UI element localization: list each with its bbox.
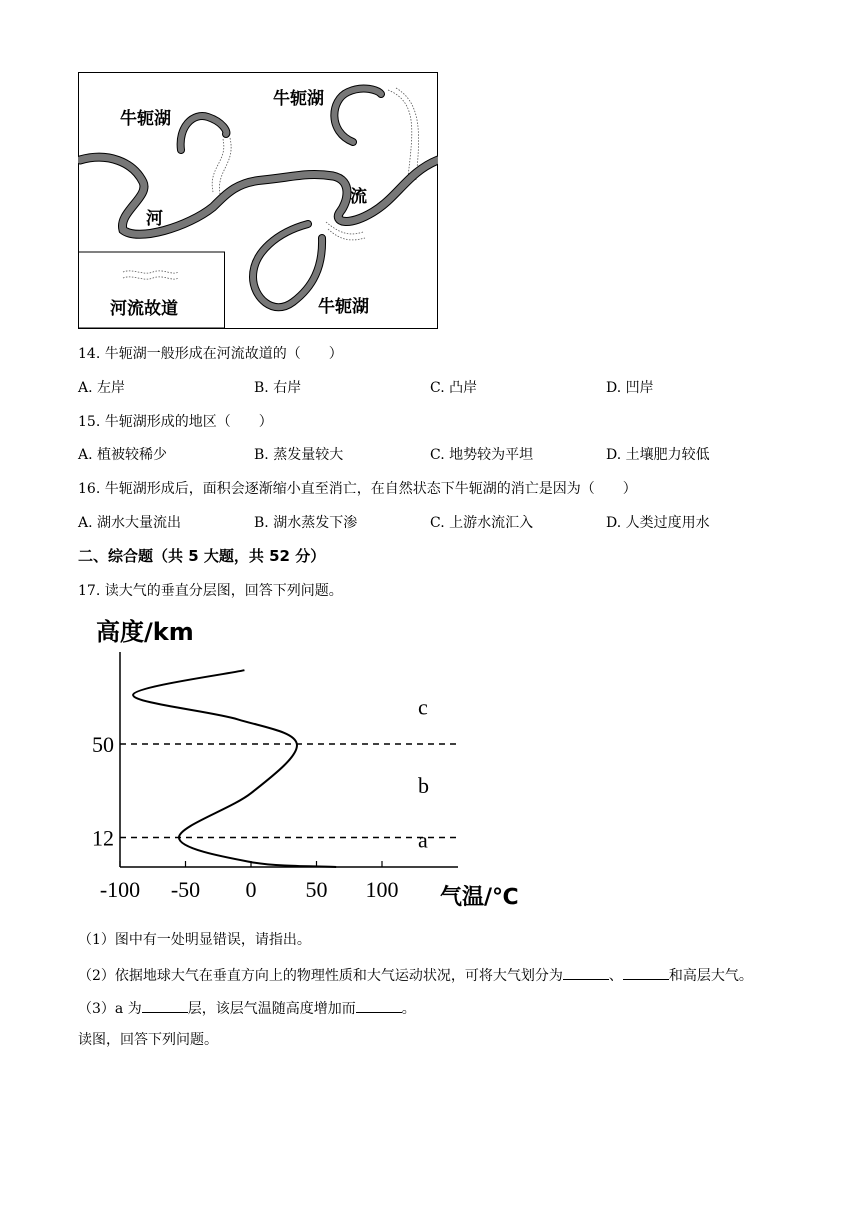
x-tick-label: 0 (245, 877, 257, 902)
q14-option-a[interactable]: A. 左岸 (78, 380, 126, 396)
q14-option-d[interactable]: D. 凹岸 (606, 380, 654, 396)
q16-option-c[interactable]: C. 上游水流汇入 (430, 515, 534, 531)
q15-option-c[interactable]: C. 地势较为平坦 (430, 447, 534, 463)
closing-text: 读图，回答下列问题。 (78, 1032, 218, 1048)
section-heading: 二、综合题（共 5 大题，共 52 分） (78, 547, 326, 565)
q16-option-d[interactable]: D. 人类过度用水 (606, 515, 710, 531)
x-tick-label: -50 (170, 877, 201, 902)
label-oxbow-top: 牛轭湖 (273, 89, 324, 109)
answer-blank-2[interactable] (623, 965, 669, 980)
q17-sub2 (78, 965, 753, 985)
q15-option-d[interactable]: D. 土壤肥力较低 (606, 447, 710, 463)
q14-option-c[interactable]: C. 凸岸 (430, 380, 478, 396)
q17-sub2-text-end: 和高层大气。 (668, 968, 753, 984)
q17-sub3-text-end: 。 (401, 1001, 416, 1017)
y-tick-label: 12 (92, 825, 114, 851)
layer-label-b: b (418, 773, 429, 799)
x-tick-label: 50 (305, 877, 328, 902)
q16-option-b[interactable]: B. 湖水蒸发下渗 (254, 515, 358, 531)
y-tick-label: 50 (92, 732, 114, 757)
q14-option-b[interactable]: B. 右岸 (254, 380, 302, 396)
q16-option-a[interactable]: A. 湖水大量流出 (78, 515, 182, 531)
label-river-he: 河 (146, 209, 163, 229)
legend-label: 河流故道 (110, 299, 178, 319)
q17-sub2-text-a: （2）依据地球大气在垂直方向上的物理性质和大气运动状况，可将大气划分为 (78, 968, 563, 984)
q15-option-a[interactable]: A. 植被较稀少 (78, 447, 168, 463)
q17-sub3-text-a: （3）a 为 (78, 1001, 142, 1017)
q17-sub3-text-b: 层，该层气温随高度增加而 (187, 1001, 356, 1017)
q17-stem: 17. 读大气的垂直分层图，回答下列问题。 (78, 583, 343, 599)
layer-label-c: c (418, 694, 428, 720)
q17-sub1: （1）图中有一处明显错误，请指出。 (78, 932, 311, 948)
answer-blank-1[interactable] (563, 965, 609, 980)
oxbow-lake-figure (78, 72, 438, 329)
q17-sub2-sep: 、 (608, 968, 623, 984)
q16-stem: 16. 牛轭湖形成后，面积会逐渐缩小直至消亡，在自然状态下牛轭湖的消亡是因为（ ） (78, 481, 637, 497)
atmosphere-chart (78, 612, 538, 917)
label-oxbow-bottom: 牛轭湖 (318, 297, 369, 317)
answer-blank-3[interactable] (142, 998, 188, 1013)
x-tick-label: -100 (99, 877, 141, 902)
q14-stem: 14. 牛轭湖一般形成在河流故道的（ ） (78, 346, 343, 362)
label-oxbow-left: 牛轭湖 (120, 109, 171, 129)
x-axis-title: 气温/℃ (440, 885, 519, 910)
q15-option-b[interactable]: B. 蒸发量较大 (254, 447, 344, 463)
answer-blank-4[interactable] (356, 998, 402, 1013)
x-tick-label: 100 (365, 877, 399, 902)
y-axis-title: 高度/km (96, 618, 194, 646)
label-river-liu: 流 (350, 187, 367, 207)
layer-label-a: a (418, 827, 428, 853)
q15-stem: 15. 牛轭湖形成的地区（ ） (78, 414, 273, 430)
q17-sub3 (78, 998, 416, 1018)
